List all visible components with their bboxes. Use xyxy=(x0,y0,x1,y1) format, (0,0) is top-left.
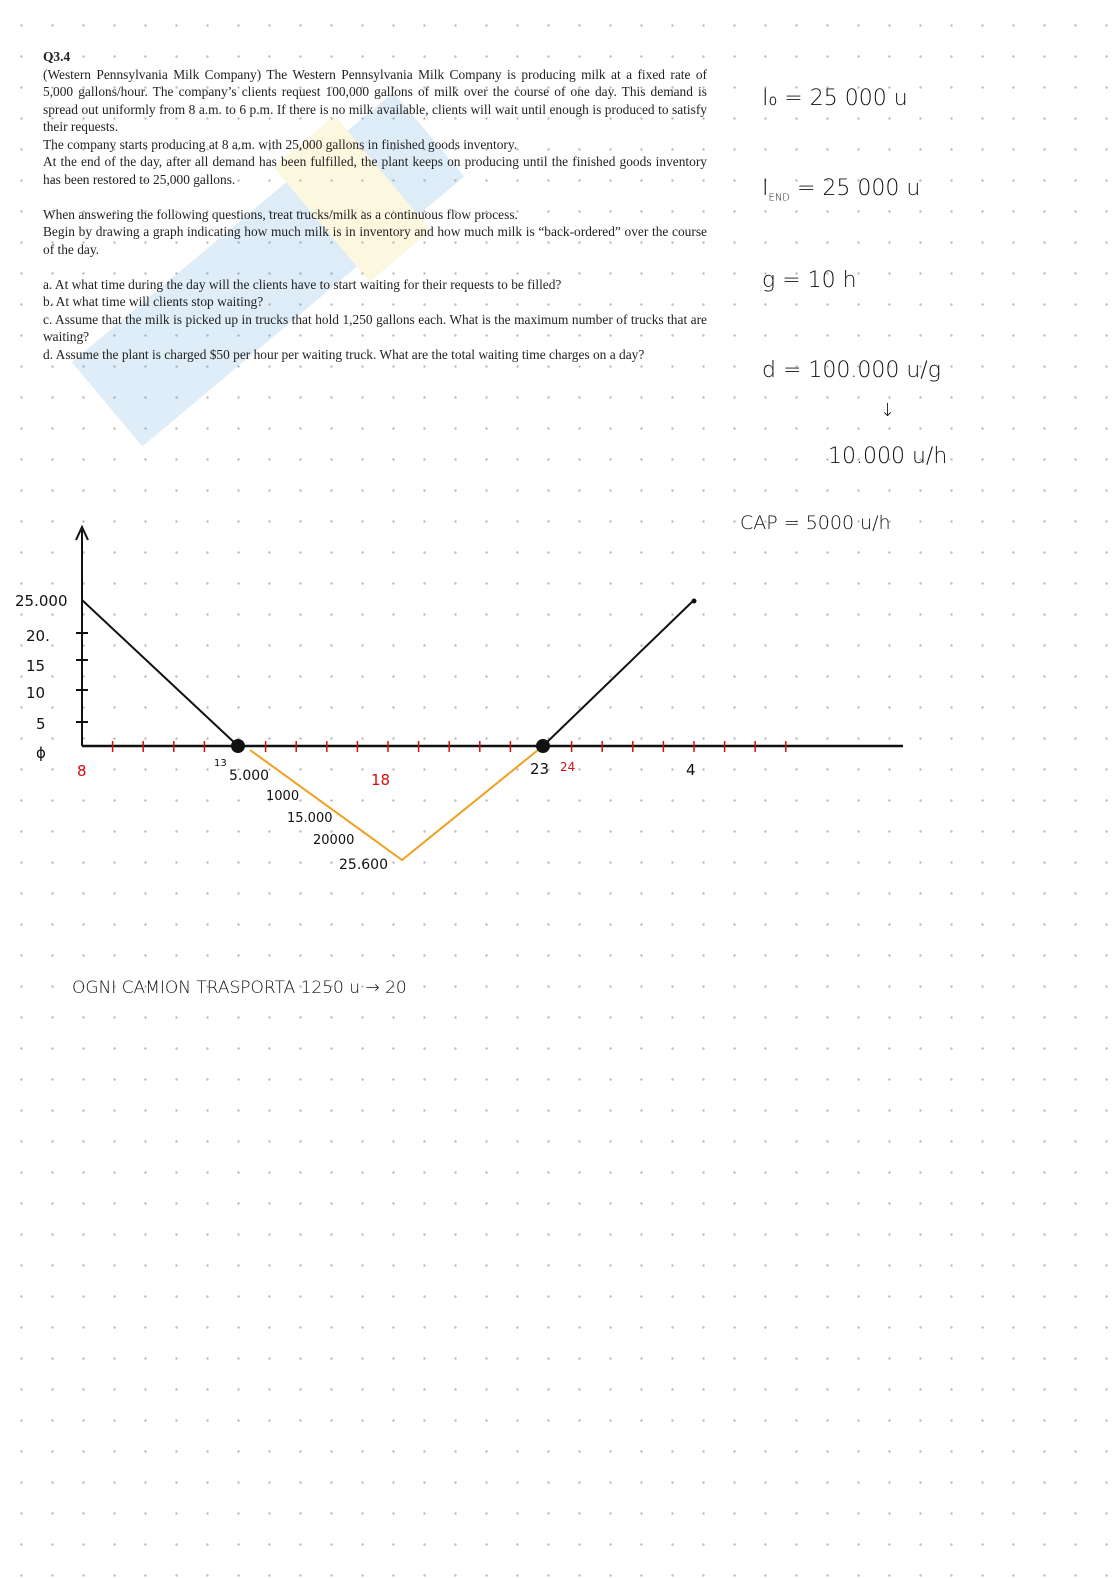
x-label-23: 23 xyxy=(530,760,550,778)
y-label-20: 20. xyxy=(26,627,50,645)
arrow-down-icon: ↓ xyxy=(880,400,896,421)
problem-paragraph: The company starts producing at 8 a.m. with 25,000 gallons in finished goods inventory. xyxy=(43,136,518,152)
problem-paragraph: At the end of the day, after all demand has been fulfilled, the plant keeps on producing until the finished goods inventory has been restored to 25,000 gallons. xyxy=(43,154,707,187)
question-a: a. At what time during the day will the clients have to start waiting for their requests to be filled? xyxy=(43,276,562,292)
y-label-25000: 25.000 xyxy=(15,592,68,610)
y-label-15: 15 xyxy=(26,657,46,675)
x-label-24: 24 xyxy=(560,760,576,774)
note-hours: g = 10 h xyxy=(762,268,857,293)
end-point xyxy=(692,599,697,604)
backorder-label: 25.600 xyxy=(339,857,388,873)
y-label-0: ϕ xyxy=(36,744,46,762)
problem-paragraph: Begin by drawing a graph indicating how much milk is in inventory and how much milk is “back-ordered” over the course of the day. xyxy=(43,224,707,257)
question-b: b. At what time will clients stop waiting? xyxy=(43,294,264,309)
x-label-18: 18 xyxy=(371,771,391,789)
backorder-label: 5.000 xyxy=(229,768,270,784)
note-end-inventory-value: = 25 000 u xyxy=(797,176,921,201)
backorder-label: 20000 xyxy=(313,833,355,848)
problem-paragraph: When answering the following questions, treat trucks/milk as a continuous flow process. xyxy=(43,206,518,222)
x-label-4: 4 xyxy=(686,761,696,779)
note-capacity: CAP = 5000 u/h xyxy=(740,512,891,534)
x-label-13: 13 xyxy=(214,758,227,769)
y-label-5: 5 xyxy=(36,715,46,733)
note-rate: 10.000 u/h xyxy=(828,444,948,469)
inventory-rebuild-line xyxy=(543,600,694,746)
problem-paragraph: (Western Pennsylvania Milk Company) The Western Pennsylvania Milk Company is producing milk at a fixed rate of 5,000 gallons/hour. The company’s clients request 100,000 gallons of milk over the course of one day. This demand is spread out uniformly from 8 a.m. to 6 p.m. If there is no milk available, clients will wait until enough is produced to satisfy their requests. xyxy=(43,66,707,134)
y-label-10: 10 xyxy=(26,684,46,702)
note-end-inventory-symbol: I xyxy=(762,176,769,201)
x-label-8: 8 xyxy=(77,762,87,780)
stockout-point xyxy=(231,739,245,753)
question-c: c. Assume that the milk is picked up in trucks that hold 1,250 gallons each. What is the maximum number of trucks that are waiting? xyxy=(43,311,707,344)
backorder-label: 1000 xyxy=(266,789,300,804)
question-d: d. Assume the plant is charged $50 per hour per waiting truck. What are the total waiting time charges on a day? xyxy=(43,346,645,362)
backorder-line xyxy=(250,750,538,860)
note-end-inventory-sub: END xyxy=(768,192,790,204)
note-trucks: OGNI CAMION TRASPORTA 1250 u → 20 xyxy=(72,978,407,998)
backorder-label: 15.000 xyxy=(287,811,333,826)
note-initial-inventory: I₀ = 25 000 u xyxy=(762,86,908,111)
question-number: Q3.4 xyxy=(43,49,71,64)
note-demand: d = 100.000 u/g xyxy=(762,358,941,383)
recovery-point xyxy=(536,739,550,753)
inventory-depletion-line xyxy=(82,600,238,746)
